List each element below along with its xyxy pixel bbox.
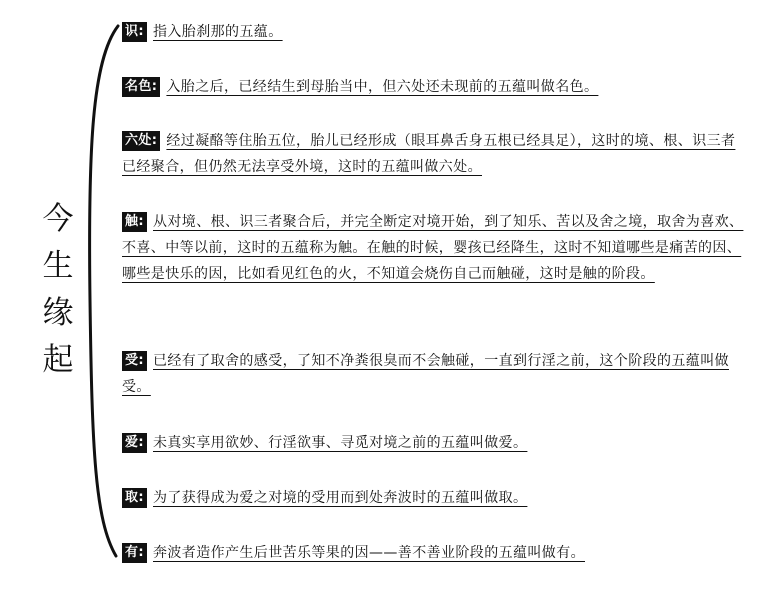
entry-grasping <box>122 485 744 511</box>
entry-text: 从对境、根、识三者聚合后，并完全断定对境开始，到了知乐、苦以及舍之境，取舍为喜欢、不喜、中等以前，这时的五蕴称为触。在触的时候，婴孩已经降生，这时不知道哪些是痛苦的因、哪些是快乐的因，比如看见红色的火，不知道会烧伤自己而触碰，这时是触的阶段。 <box>122 214 744 282</box>
term-label: 取: <box>122 488 147 508</box>
title-char: 今 <box>42 201 74 237</box>
term-label: 识: <box>122 22 147 42</box>
entry-contact <box>122 209 744 287</box>
entry-becoming <box>122 540 744 566</box>
title-char: 生 <box>42 248 74 284</box>
entry-feeling <box>122 348 744 400</box>
term-label: 有: <box>122 543 147 563</box>
entry-text: 入胎之后，已经结生到母胎当中，但六处还未现前的五蕴叫做名色。 <box>166 79 599 95</box>
entry-text: 已经有了取舍的感受，了知不净粪很臭而不会触碰，一直到行淫之前，这个阶段的五蕴叫做受。 <box>122 353 729 395</box>
term-label: 名色: <box>122 77 160 97</box>
entry-craving <box>122 430 744 456</box>
entry-six-sense-bases <box>122 128 744 180</box>
term-label: 受: <box>122 351 147 371</box>
entry-text: 奔波者造作产生后世苦乐等果的因——善不善业阶段的五蕴叫做有。 <box>153 545 585 561</box>
title-char: 缘 <box>42 295 74 331</box>
entry-text: 未真实享用欲妙、行淫欲事、寻觅对境之前的五蕴叫做爱。 <box>153 435 528 451</box>
term-label: 六处: <box>122 131 160 151</box>
term-label: 爱: <box>122 433 147 453</box>
entry-consciousness <box>122 19 744 45</box>
entry-name-and-form <box>122 74 744 100</box>
term-label: 触: <box>122 212 147 232</box>
entry-text: 指入胎刹那的五蕴。 <box>153 24 283 40</box>
bracket-curve <box>90 26 118 556</box>
entry-text: 经过凝酪等住胎五位，胎儿已经形成（眼耳鼻舌身五根已经具足），这时的境、根、识三者已经聚合，但仍然无法享受外境，这时的五蕴叫做六处。 <box>122 133 736 175</box>
title-char: 起 <box>42 342 74 378</box>
diagram-title <box>38 196 78 384</box>
entry-text: 为了获得成为爱之对境的受用而到处奔波时的五蕴叫做取。 <box>153 490 528 506</box>
